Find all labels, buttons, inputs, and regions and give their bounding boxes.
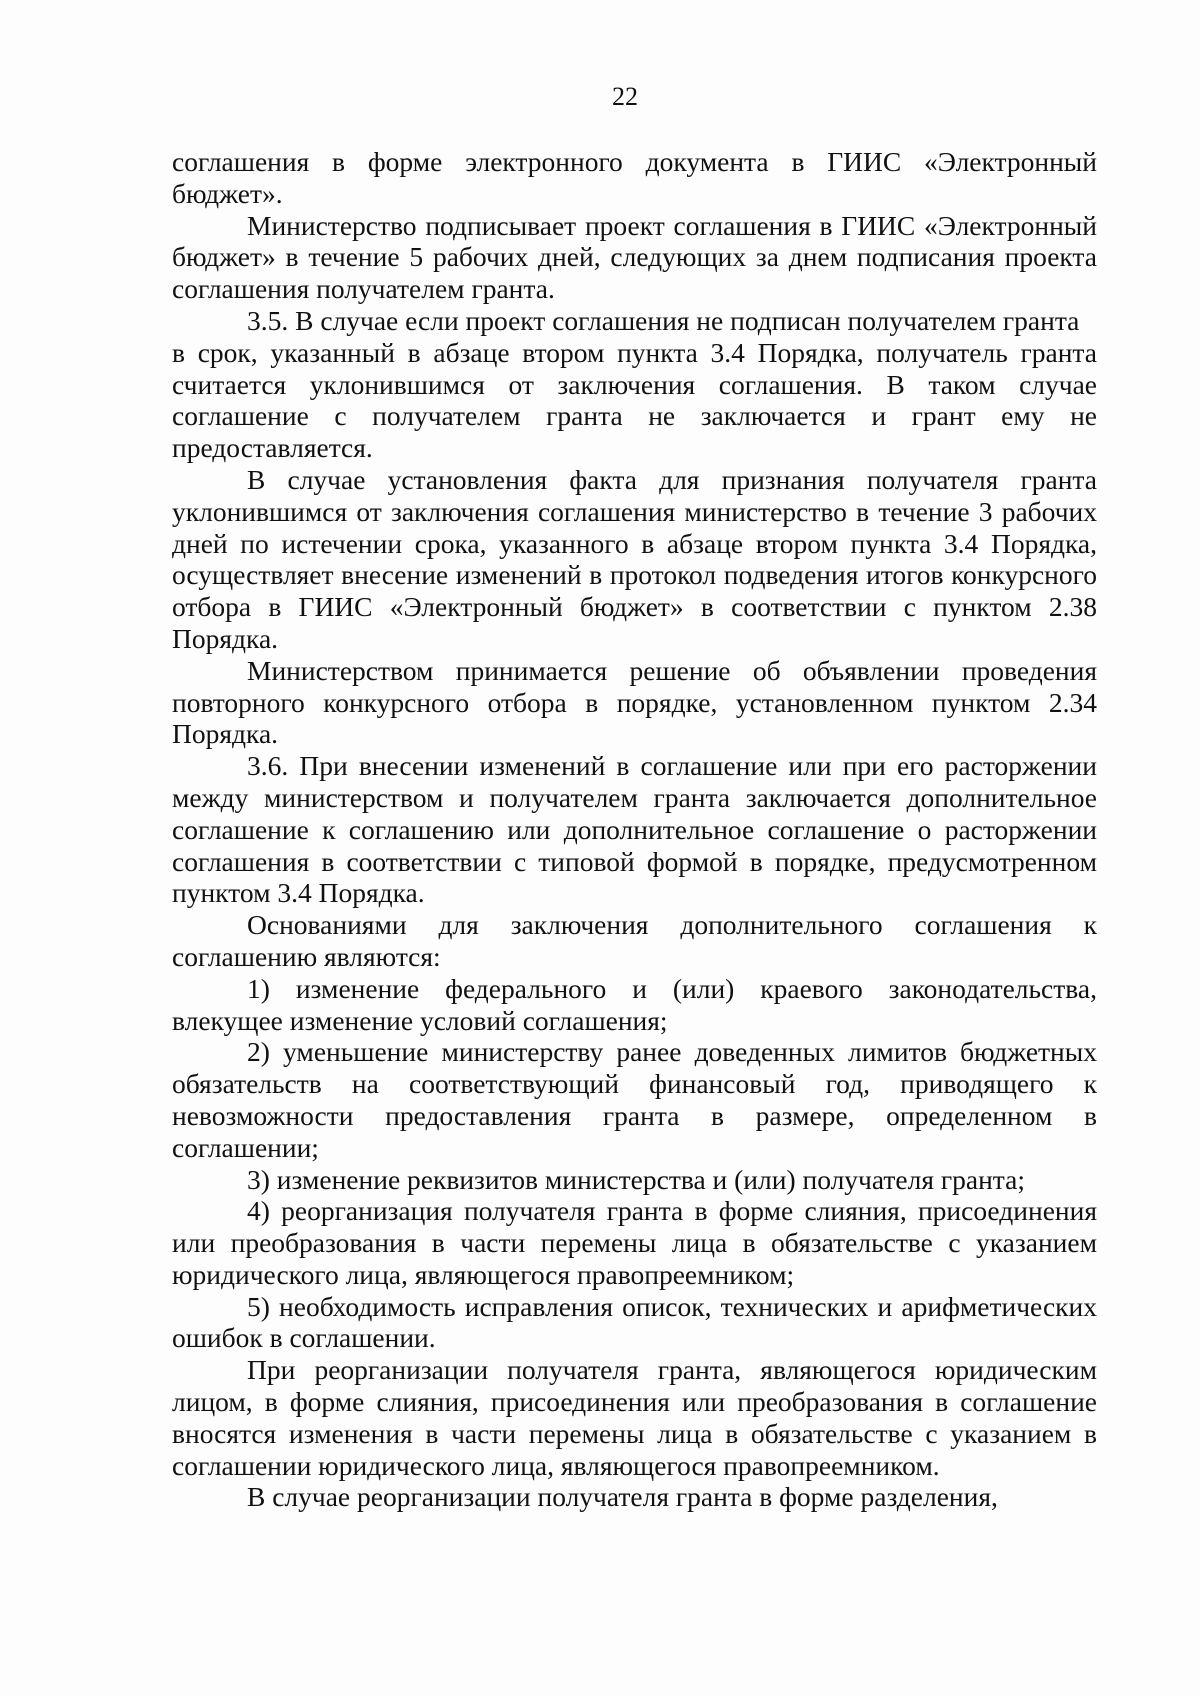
list-item-4: 4) реорганизация получателя гранта в форме слияния, присоединения или преобразования в части перемены лица в обязательстве с указанием юридического лица, являющегося правопреемником; — [172, 1195, 1097, 1290]
list-item-3: 3) изменение реквизитов министерства и (или) получателя гранта; — [247, 1163, 1026, 1195]
paragraph-8: Основаниями для заключения дополнительного соглашения к соглашению являются: — [172, 909, 1097, 972]
paragraph-4: в срок, указанный в абзаце втором пункта 3.4 Порядка, получатель гранта считается уклонившимся от заключения соглашения. В таком случае соглашение с получателем гранта не заключается и грант ему не предоставляется. — [172, 336, 1097, 464]
paragraph-6: Министерством принимается решение об объявлении проведения повторного конкурсного отбора в порядке, установленном пунктом 2.34 Порядка. — [172, 654, 1097, 750]
list-item-1: 1) изменение федерального и (или) краевого законодательства, влекущее изменение условий соглашения; — [172, 972, 1097, 1036]
document-body — [172, 146, 1097, 1513]
paragraph-9: При реорганизации получателя гранта, являющегося юридическим лицом, в форме слияния, присоединения или преобразования в соглашение вносятся изменения в части перемены лица в обязательстве с указанием в соглашении юридического лица, являющегося правопреемником. — [172, 1354, 1097, 1481]
paragraph-7: 3.6. При внесении изменений в соглашение или при его расторжении между министерством и получателем гранта заключается дополнительное соглашение к соглашению или дополнительное соглашение о расторжении соглашения в соответствии с типовой формой в порядке, предусмотренном пунктом 3.4 Порядка. — [172, 750, 1097, 909]
paragraph-1: соглашения в форме электронного документа в ГИИС «Электронный бюджет». — [172, 146, 1097, 209]
paragraph-3: 3.5. В случае если проект соглашения не подписан получателем гранта — [247, 304, 1080, 336]
list-item-2: 2) уменьшение министерству ранее доведенных лимитов бюджетных обязательств на соответствующий финансовый год, приводящего к невозможности предоставления гранта в размере, определенном в соглашении; — [172, 1036, 1097, 1163]
paragraph-2: Министерство подписывает проект соглашения в ГИИС «Электронный бюджет» в течение 5 рабочих дней, следующих за днем подписания проекта соглашения получателем гранта. — [172, 209, 1097, 305]
list-item-5: 5) необходимость исправления описок, технических и арифметических ошибок в соглашении. — [172, 1290, 1097, 1354]
paragraph-5: В случае установления факта для признания получателя гранта уклонившимся от заключения соглашения министерство в течение 3 рабочих дней по истечении срока, указанного в абзаце втором пункта 3.4 Порядка, осуществляет внесение изменений в протокол подведения итогов конкурсного отбора в ГИИС «Электронный бюджет» в соответствии с пунктом 2.38 Порядка. — [172, 463, 1097, 654]
page-number: 22 — [612, 82, 638, 111]
paragraph-10: В случае реорганизации получателя гранта в форме разделения, — [247, 1481, 998, 1513]
